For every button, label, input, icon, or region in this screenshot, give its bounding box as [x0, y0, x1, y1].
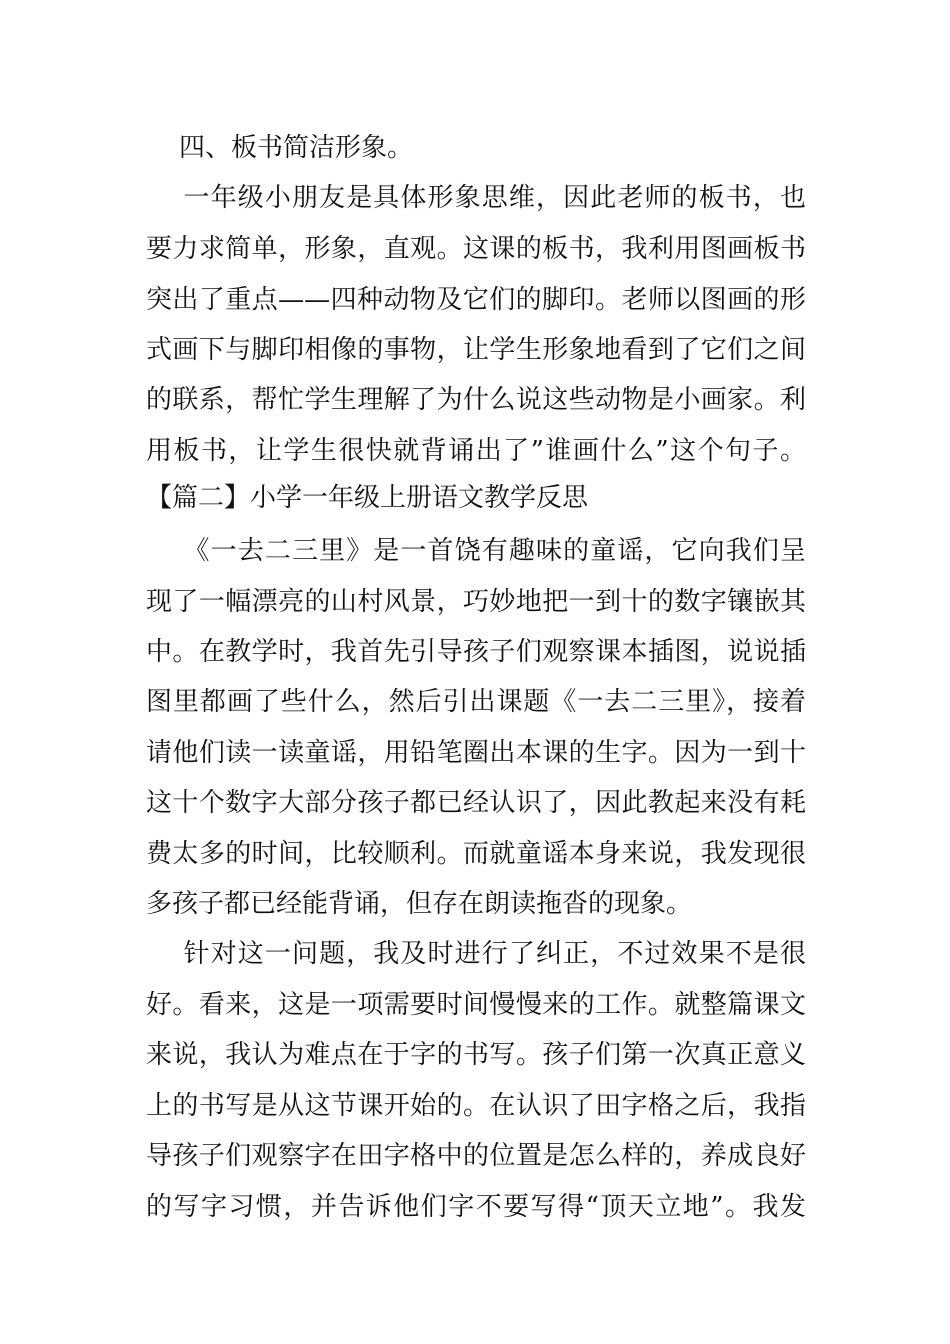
text-line: 现了一幅漂亮的山村风景，巧妙地把一到十的数字镶嵌其: [146, 587, 806, 617]
text-line: 费太多的时间，比较顺利。而就童谣本身来说，我发现很: [146, 839, 806, 869]
text-line: 《一去二三里》是一首饶有趣味的童谣，它向我们呈: [146, 536, 806, 566]
text-line: 导孩子们观察字在田字格中的位置是怎么样的，养成良好: [146, 1141, 806, 1171]
text-line: 多孩子都已经能背诵，但存在朗读拖沓的现象。: [146, 889, 693, 919]
text-line: 针对这一问题，我及时进行了纠正，不过效果不是很: [146, 939, 806, 969]
text-line: 请他们读一读童谣，用铅笔圈出本课的生字。因为一到十: [146, 738, 806, 768]
section-heading: 【篇二】小学一年级上册语文教学反思: [146, 483, 589, 513]
text-line: 这十个数字大部分孩子都已经认识了，因此教起来没有耗: [146, 788, 806, 818]
text-line: 的联系，帮忙学生理解了为什么说这些动物是小画家。利: [146, 385, 806, 415]
text-line: 图里都画了些什么，然后引出课题《一去二三里》，接着: [146, 687, 806, 717]
text-line: 上的书写是从这节课开始的。在认识了田字格之后，我指: [146, 1091, 806, 1121]
text-line: 来说，我认为难点在于字的书写。孩子们第一次真正意义: [146, 1040, 806, 1070]
text-line: 式画下与脚印相像的事物，让学生形象地看到了它们之间: [146, 335, 806, 365]
text-line: 突出了重点——四种动物及它们的脚印。老师以图画的形: [146, 285, 806, 315]
text-line: 用板书，让学生很快就背诵出了”谁画什么”这个句子。: [146, 436, 806, 466]
text-line: 好。看来，这是一项需要时间慢慢来的工作。就整篇课文: [146, 990, 806, 1020]
text-line: 中。在教学时，我首先引导孩子们观察课本插图，说说插: [146, 637, 806, 667]
text-line: 一年级小朋友是具体形象思维，因此老师的板书，也: [146, 183, 806, 213]
text-line: 四、板书简洁形象。: [146, 133, 414, 163]
text-line: 的写字习惯，并告诉他们字不要写得“顶天立地”。我发: [146, 1192, 806, 1222]
text-line: 要力求简单，形象，直观。这课的板书，我利用图画板书: [146, 234, 806, 264]
